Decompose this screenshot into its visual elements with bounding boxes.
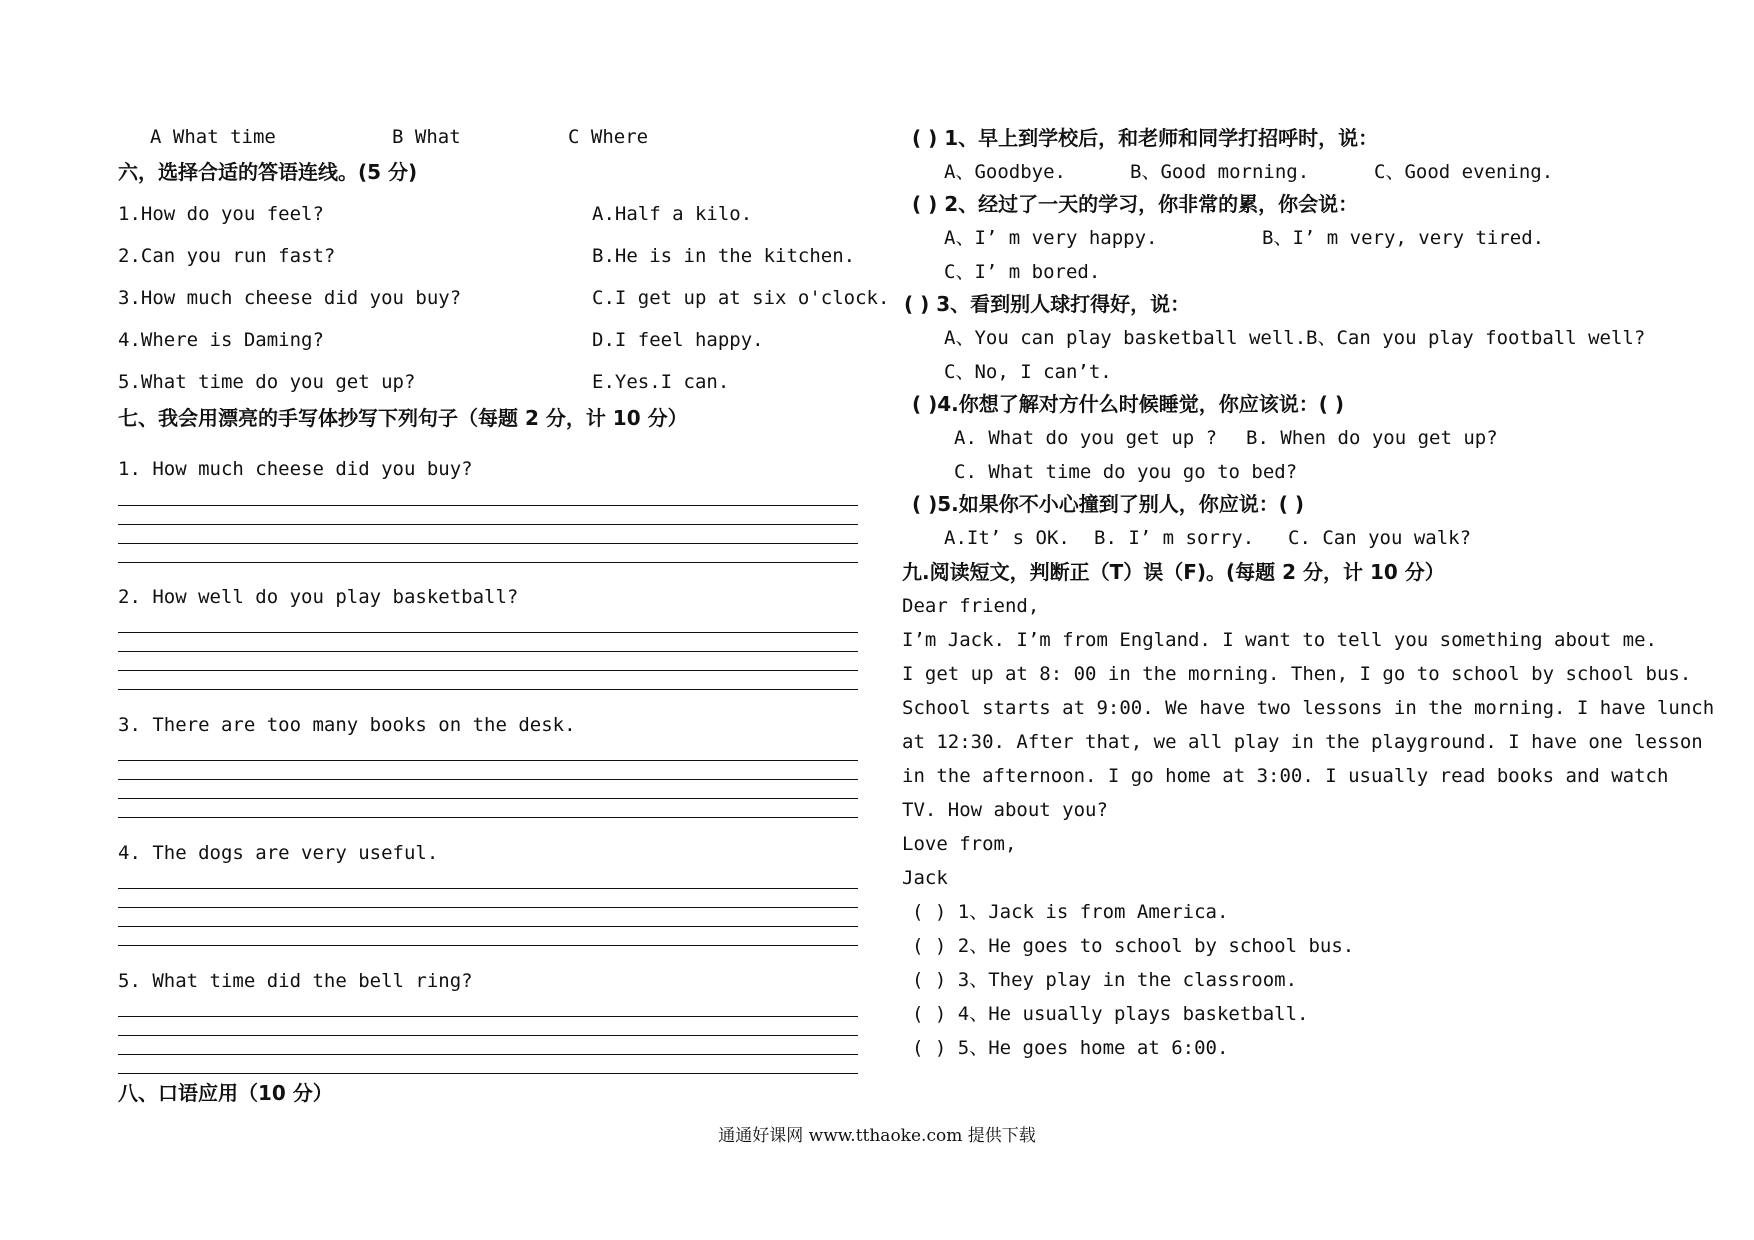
oral-question-5: ( )5.如果你不小心撞到了别人，你应说：( ) xyxy=(912,492,1305,516)
writing-line xyxy=(118,926,858,927)
option-c: C、No, I can’t. xyxy=(944,361,1112,383)
option-b: B. When do you get up? xyxy=(1246,427,1498,449)
writing-line xyxy=(118,1073,858,1074)
writing-line xyxy=(118,798,858,799)
match-answer: E.Yes.I can. xyxy=(592,371,730,393)
match-question: 5.What time do you get up? xyxy=(118,371,416,393)
copy-sentence: 5. What time did the bell ring? xyxy=(118,970,473,992)
option-c: C. Can you walk? xyxy=(1288,527,1472,549)
option-a: A、Goodbye. xyxy=(944,161,1066,183)
writing-line xyxy=(118,689,858,690)
match-answer: B.He is in the kitchen. xyxy=(592,245,856,267)
letter-line: in the afternoon. I go home at 3:00. I usually read books and watch xyxy=(902,765,1669,787)
judgement-item: ( ) 5、He goes home at 6:00. xyxy=(912,1037,1229,1059)
letter-line: I get up at 8: 00 in the morning. Then, I go to school by school bus. xyxy=(902,663,1692,685)
match-question: 4.Where is Daming? xyxy=(118,329,324,351)
letter-line: at 12:30. After that, we all play in the playground. I have one lesson xyxy=(902,731,1703,753)
section6-title: 六，选择合适的答语连线。(5 分) xyxy=(118,160,418,184)
match-question: 1.How do you feel? xyxy=(118,203,324,225)
oral-question-2: ( ) 2、经过了一天的学习，你非常的累，你会说： xyxy=(912,192,1359,216)
option-c: C. What time do you go to bed? xyxy=(954,461,1298,483)
letter-line: TV. How about you? xyxy=(902,799,1108,821)
writing-line xyxy=(118,945,858,946)
judgement-item: ( ) 4、He usually plays basketball. xyxy=(912,1003,1309,1025)
letter-line: Love from, xyxy=(902,833,1017,855)
letter-line: I’m Jack. I’m from England. I want to tell you something about me. xyxy=(902,629,1657,651)
judgement-item: ( ) 2、He goes to school by school bus. xyxy=(912,935,1355,957)
oral-question-1: ( ) 1、早上到学校后，和老师和同学打招呼时，说： xyxy=(912,126,1379,150)
judgement-item: ( ) 1、Jack is from America. xyxy=(912,901,1229,923)
carry-option-a: A What time xyxy=(150,126,276,148)
match-question: 2.Can you run fast? xyxy=(118,245,336,267)
option-b: B、I’ m very, very tired. xyxy=(1262,227,1545,249)
copy-sentence: 4. The dogs are very useful. xyxy=(118,842,439,864)
writing-line xyxy=(118,670,858,671)
copy-sentence: 1. How much cheese did you buy? xyxy=(118,458,473,480)
option-a: A、I’ m very happy. xyxy=(944,227,1158,249)
oral-question-4: ( )4.你想了解对方什么时候睡觉，你应该说：( ) xyxy=(912,392,1345,416)
writing-line xyxy=(118,1016,858,1017)
footer-credit: 通通好课网 www.tthaoke.com 提供下载 xyxy=(718,1126,1036,1146)
match-answer: D.I feel happy. xyxy=(592,329,764,351)
section9-title: 九.阅读短文，判断正（T）误（F)。(每题 2 分，计 10 分） xyxy=(902,560,1445,584)
match-question: 3.How much cheese did you buy? xyxy=(118,287,462,309)
letter-line: School starts at 9:00. We have two lessons in the morning. I have lunch xyxy=(902,697,1715,719)
carry-option-c: C Where xyxy=(568,126,649,148)
writing-line xyxy=(118,543,858,544)
option-b: B、Can you play football well? xyxy=(1306,327,1646,349)
option-a: A、You can play basketball well. xyxy=(944,327,1307,349)
section8-title: 八、口语应用（10 分） xyxy=(118,1081,333,1105)
writing-line xyxy=(118,562,858,563)
writing-line xyxy=(118,1035,858,1036)
writing-line xyxy=(118,907,858,908)
option-c: C、Good evening. xyxy=(1374,161,1554,183)
letter-line: Jack xyxy=(902,867,948,889)
section7-title: 七、我会用漂亮的手写体抄写下列句子（每题 2 分，计 10 分） xyxy=(118,406,688,430)
writing-line xyxy=(118,888,858,889)
option-a: A.It’ s OK. xyxy=(944,527,1070,549)
copy-sentence: 2. How well do you play basketball? xyxy=(118,586,519,608)
copy-sentence: 3. There are too many books on the desk. xyxy=(118,714,576,736)
judgement-item: ( ) 3、They play in the classroom. xyxy=(912,969,1298,991)
writing-line xyxy=(118,779,858,780)
option-b: B. I’ m sorry. xyxy=(1094,527,1255,549)
writing-line xyxy=(118,651,858,652)
option-a: A. What do you get up ? xyxy=(954,427,1218,449)
carry-option-b: B What xyxy=(392,126,461,148)
writing-line xyxy=(118,760,858,761)
oral-question-3: ( ) 3、看到别人球打得好，说： xyxy=(904,292,1191,316)
match-answer: A.Half a kilo. xyxy=(592,203,753,225)
option-b: B、Good morning. xyxy=(1130,161,1310,183)
match-answer: C.I get up at six o'clock. xyxy=(592,287,890,309)
writing-line xyxy=(118,632,858,633)
writing-line xyxy=(118,505,858,506)
writing-line xyxy=(118,1054,858,1055)
letter-line: Dear friend, xyxy=(902,595,1040,617)
writing-line xyxy=(118,524,858,525)
writing-line xyxy=(118,817,858,818)
option-c: C、I’ m bored. xyxy=(944,261,1101,283)
